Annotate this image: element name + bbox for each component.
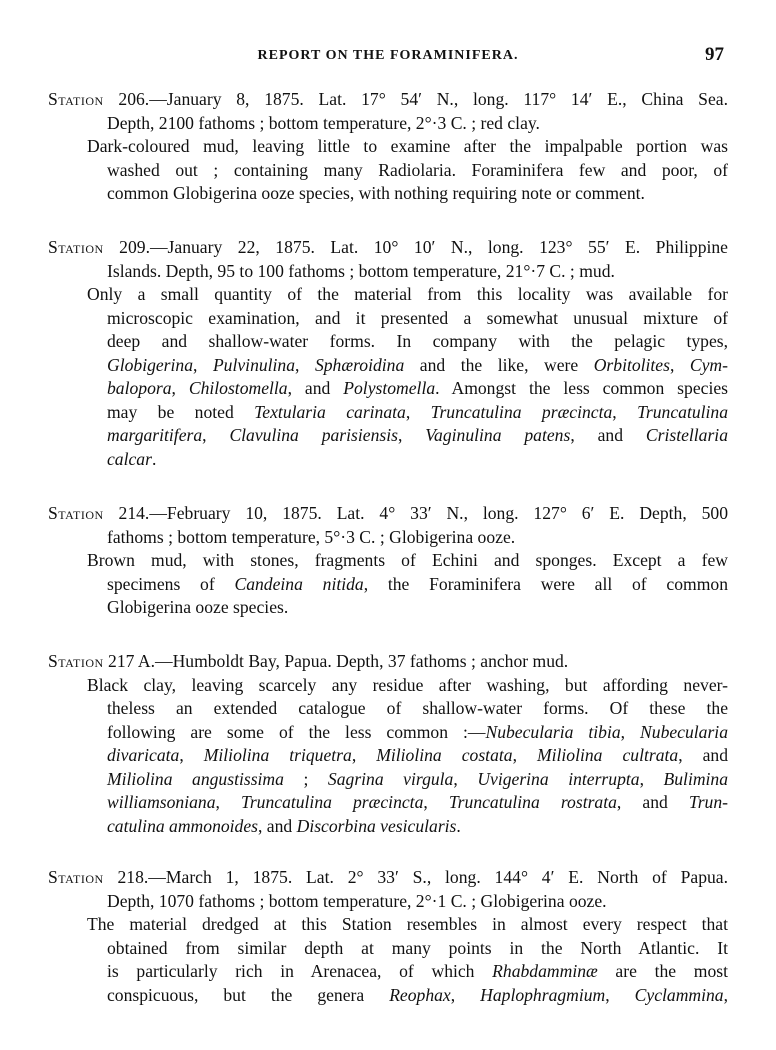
station-label: Station xyxy=(48,237,104,257)
body-line: Globigerina, Pulvinulina, Sphæroidina and the like, were Orbitolites, Cym- xyxy=(107,354,728,375)
body-line: microscopic examination, and it presented a somewhat unusual mixture of xyxy=(107,307,728,328)
body-line: Brown mud, with stones, fragments of Echini and sponges. Except a few xyxy=(87,550,728,570)
station-206-entry xyxy=(48,88,728,206)
station-217a-entry xyxy=(48,650,728,838)
body-line: calcar. xyxy=(107,448,157,469)
body-line: Dark-coloured mud, leaving little to examine after the impalpable portion was xyxy=(87,136,728,156)
body-line: following are some of the less common :—Nubecularia tibia, Nubecularia xyxy=(107,721,728,742)
body-line: deep and shallow-water forms. In company with the pelagic types, xyxy=(107,331,728,351)
body-line: The material dredged at this Station resembles in almost every respect that xyxy=(87,914,728,934)
body-line: Globigerina ooze species. xyxy=(107,597,289,617)
station-heading: Station 206.—January 8, 1875. Lat. 17° 54′ N., long. 117° 14′ E., China Sea. xyxy=(48,89,728,109)
station-label: Station xyxy=(48,651,104,671)
station-label: Station xyxy=(48,503,104,523)
station-heading-cont: Islands. Depth, 95 to 100 fathoms ; bottom temperature, 21°·7 C. ; mud. xyxy=(107,260,615,281)
station-214-entry xyxy=(48,502,728,620)
body-line: specimens of Candeina nitida, the Foraminifera were all of common xyxy=(107,573,728,594)
body-line: theless an extended catalogue of shallow-water forms. Of these the xyxy=(107,698,728,718)
body-line: williamsoniana, Truncatulina præcincta, Truncatulina rostrata, and Trun- xyxy=(107,792,729,812)
body-line: common Globigerina ooze species, with nothing requiring note or comment. xyxy=(107,183,645,203)
station-label: Station xyxy=(48,89,104,109)
station-heading-cont: Depth, 1070 fathoms ; bottom temperature, 2°·1 C. ; Globigerina ooze. xyxy=(107,890,607,911)
page-number: 97 xyxy=(705,44,724,65)
body-line: Only a small quantity of the material from this locality was available for xyxy=(87,284,728,304)
body-line: is particularly rich in Arenacea, of which Rhabdamminæ are the most xyxy=(107,961,728,981)
body-line: may be noted Textularia carinata, Truncatulina præcincta, Truncatulina xyxy=(107,401,728,422)
station-heading-cont: fathoms ; bottom temperature, 5°·3 C. ; Globigerina ooze. xyxy=(107,526,516,547)
body-line: Black clay, leaving scarcely any residue after washing, but affording never- xyxy=(87,674,728,695)
body-line: conspicuous, but the genera Reophax, Haplophragmium, Cyclammina, xyxy=(107,984,728,1005)
station-label: Station xyxy=(48,867,104,887)
station-heading-cont: Depth, 2100 fathoms ; bottom temperature, 2°·3 C. ; red clay. xyxy=(107,112,540,133)
station-209-entry xyxy=(48,236,728,471)
body-line: obtained from similar depth at many points in the North Atlantic. It xyxy=(107,937,728,958)
body-line: catulina ammonoides, and Discorbina vesicularis. xyxy=(107,815,461,836)
station-heading: Station 217 A.—Humboldt Bay, Papua. Depth, 37 fathoms ; anchor mud. xyxy=(48,651,569,671)
station-heading: Station 209.—January 22, 1875. Lat. 10° 10′ N., long. 123° 55′ E. Philippine xyxy=(48,237,728,257)
running-title: REPORT ON THE FORAMINIFERA. xyxy=(257,48,519,63)
station-heading: Station 214.—February 10, 1875. Lat. 4° 33′ N., long. 127° 6′ E. Depth, 500 xyxy=(48,503,728,523)
body-line: washed out ; containing many Radiolaria. Foraminifera few and poor, of xyxy=(107,159,728,180)
body-line: balopora, Chilostomella, and Polystomella. Amongst the less common species xyxy=(107,378,728,398)
station-heading: Station 218.—March 1, 1875. Lat. 2° 33′ S., long. 144° 4′ E. North of Papua. xyxy=(48,867,728,887)
page-header xyxy=(0,44,776,66)
body-line: Miliolina angustissima ; Sagrina virgula, Uvigerina interrupta, Bulimina xyxy=(107,768,729,789)
body-line: margaritifera, Clavulina parisiensis, Vaginulina patens, and Cristellaria xyxy=(107,425,728,445)
station-218-entry xyxy=(48,866,728,1007)
body-line: divaricata, Miliolina triquetra, Miliolina costata, Miliolina cultrata, and xyxy=(107,745,729,765)
